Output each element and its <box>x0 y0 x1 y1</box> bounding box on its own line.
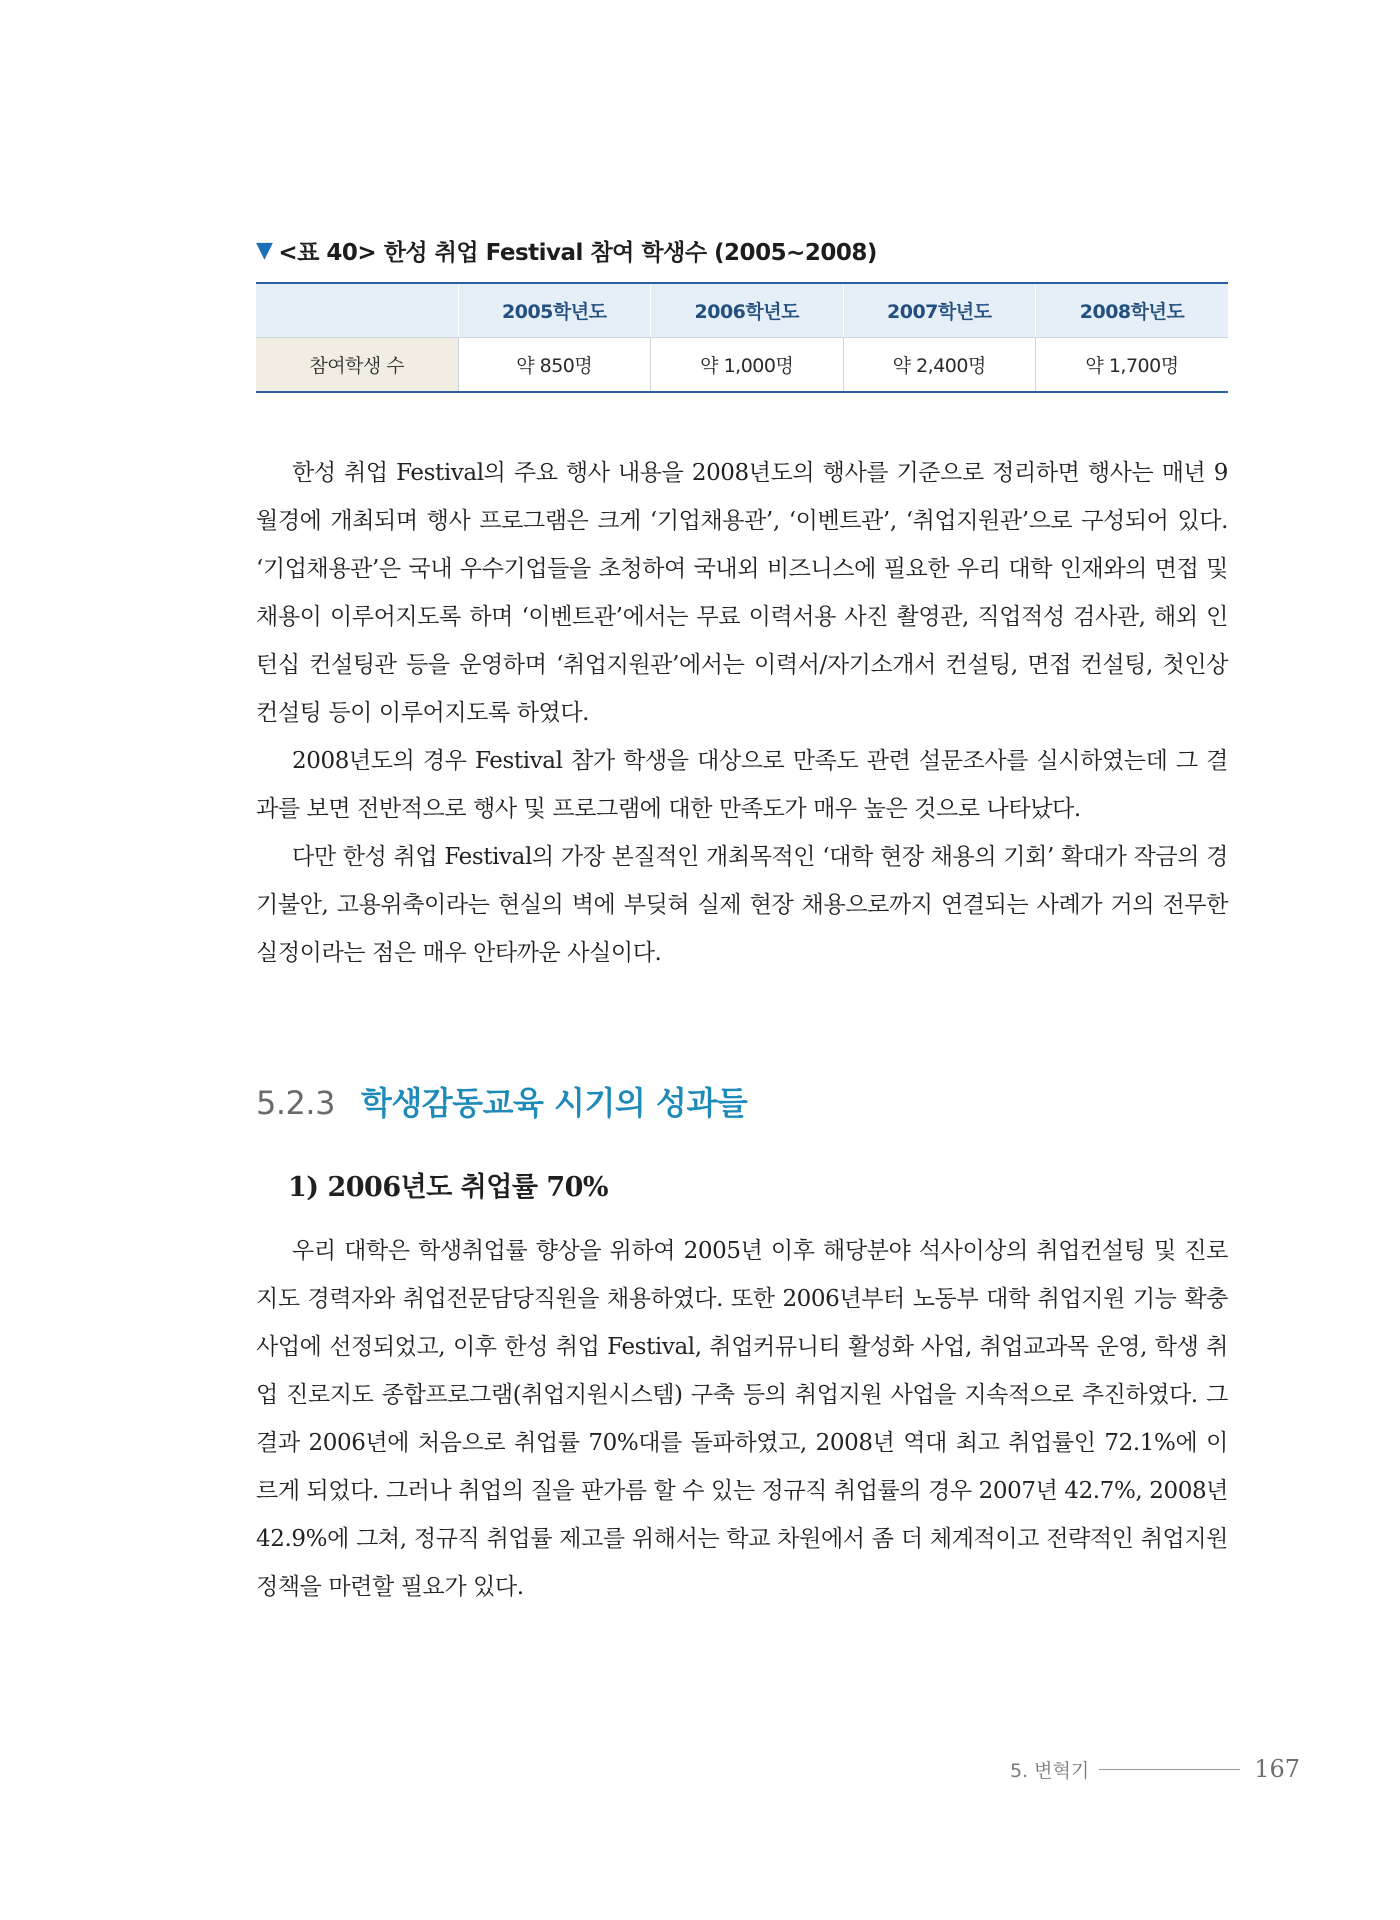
paragraph: 다만 한성 취업 Festival의 가장 본질적인 개최목적인 ‘대학 현장 채용의 기회’ 확대가 작금의 경기불안, 고용위축이라는 현실의 벽에 부딪혀 실제 현장 채용으로까지 연결되는 사례가 거의 전무한 실정이라는 점은 매우 안타까운 사실이다. <box>256 844 1228 966</box>
employment-body-text <box>256 1227 1228 1611</box>
table-header-corner <box>256 283 458 338</box>
table-caption <box>256 234 1256 267</box>
page-footer <box>1010 1755 1300 1783</box>
table-header-row <box>256 283 1228 338</box>
section-number: 5.2.3 <box>256 1084 335 1122</box>
festival-body-text <box>256 449 1228 977</box>
section-heading <box>256 1078 747 1124</box>
table-cell: 약 1,700명 <box>1036 338 1229 393</box>
table-row-label: 참여학생 수 <box>256 338 458 393</box>
table-row <box>256 338 1228 393</box>
table-header-2005: 2005학년도 <box>458 283 651 338</box>
participation-table <box>256 282 1228 393</box>
table-header-2007: 2007학년도 <box>843 283 1036 338</box>
paragraph: 우리 대학은 학생취업률 향상을 위하여 2005년 이후 해당분야 석사이상의 취업컨설팅 및 진로지도 경력자와 취업전문담당직원을 채용하였다. 또한 2006년부터 노동부 대학 취업지원 기능 확충사업에 선정되었고, 이후 한성 취업 Festival, 취업커뮤니티 활성화 사업, 취업교과목 운영, 학생 취업 진로지도 종합프로그램(취업지원시스템) 구축 등의 취업지원 사업을 지속적으로 추진하였다. 그 결과 2006년에 처음으로 취업률 70%대를 돌파하였고, 2008년 역대 최고 취업률인 72.1%에 이르게 되었다. 그러나 취업의 질을 판가름 할 수 있는 정규직 취업률의 경우 2007년 42.7%, 2008년 42.9%에 그쳐, 정규직 취업률 제고를 위해서는 학교 차원에서 좀 더 체계적이고 전략적인 취업지원 정책을 마련할 필요가 있다. <box>256 1238 1228 1600</box>
chapter-label: 5. 변혁기 <box>1010 1759 1090 1782</box>
triangle-down-icon: ▼ <box>256 238 273 263</box>
table-caption-text: <표 40> 한성 취업 Festival 참여 학생수 (2005~2008) <box>278 240 877 266</box>
section-title: 학생감동교육 시기의 성과들 <box>360 1084 748 1122</box>
page-number: 167 <box>1254 1755 1300 1783</box>
table-header-2006: 2006학년도 <box>651 283 844 338</box>
table-cell: 약 850명 <box>458 338 651 393</box>
table-cell: 약 1,000명 <box>651 338 844 393</box>
table-cell: 약 2,400명 <box>843 338 1036 393</box>
footer-rule <box>1099 1769 1240 1770</box>
paragraph: 한성 취업 Festival의 주요 행사 내용을 2008년도의 행사를 기준으로 정리하면 행사는 매년 9월경에 개최되며 행사 프로그램은 크게 ‘기업채용관’, ‘이벤트관’, ‘취업지원관’으로 구성되어 있다. ‘기업채용관’은 국내 우수기업들을 초청하여 국내외 비즈니스에 필요한 우리 대학 인재와의 면접 및 채용이 이루어지도록 하며 ‘이벤트관’에서는 무료 이력서용 사진 촬영관, 직업적성 검사관, 해외 인턴십 컨설팅관 등을 운영하며 ‘취업지원관’에서는 이력서/자기소개서 컨설팅, 면접 컨설팅, 첫인상 컨설팅 등이 이루어지도록 하였다. <box>256 460 1228 726</box>
table-header-2008: 2008학년도 <box>1036 283 1229 338</box>
subsection-heading: 1) 2006년도 취업률 70% <box>288 1172 609 1203</box>
paragraph: 2008년도의 경우 Festival 참가 학생을 대상으로 만족도 관련 설문조사를 실시하였는데 그 결과를 보면 전반적으로 행사 및 프로그램에 대한 만족도가 매우 높은 것으로 나타났다. <box>256 748 1228 822</box>
